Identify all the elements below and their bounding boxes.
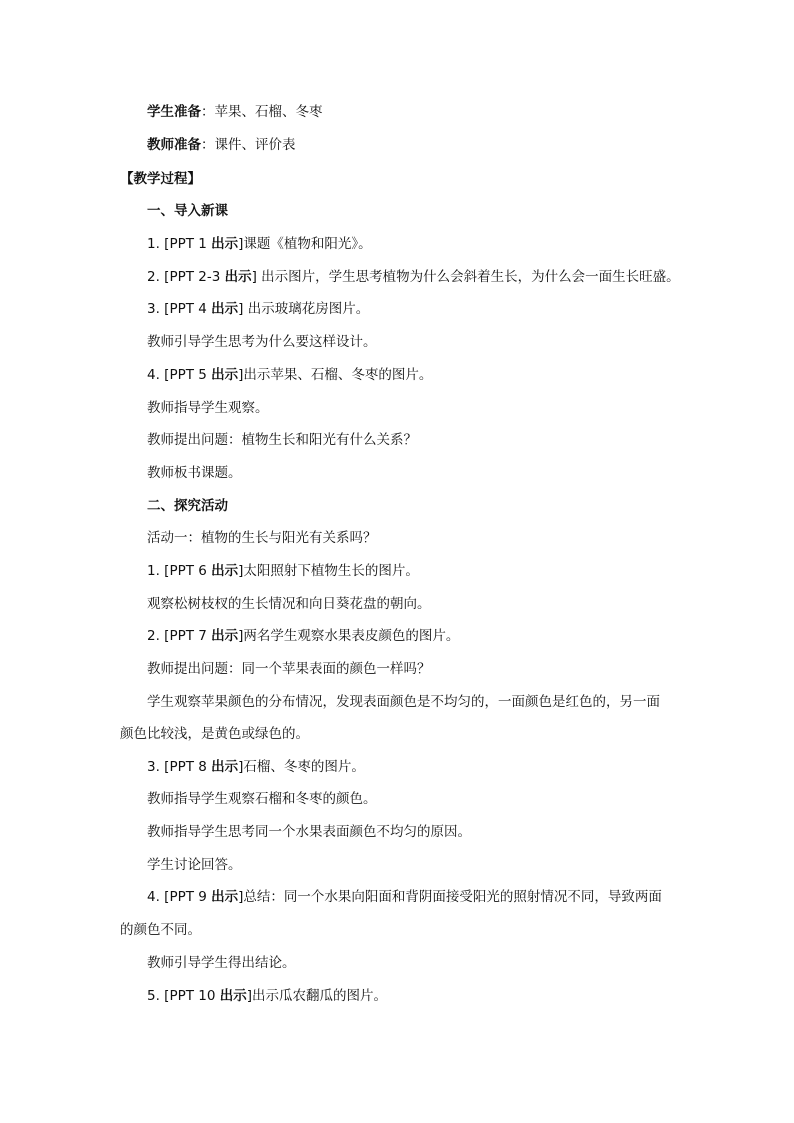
section2-line-3: 观察松树枝杈的生长情况和向日葵花盘的朝向。 bbox=[147, 596, 431, 612]
section1-line-7: 教师提出问题：植物生长和阳光有什么关系？ bbox=[147, 432, 417, 448]
section2-line-11: 学生讨论回答。 bbox=[147, 857, 242, 873]
ppt-show-label: 出示 bbox=[211, 367, 239, 383]
ppt-show-label: 出示 bbox=[211, 889, 239, 905]
section1-line-3 bbox=[147, 300, 369, 318]
line-text: ] 出示图片，学生思考植物为什么会斜着生长，为什么会一面生长旺盛。 bbox=[251, 269, 680, 285]
section2-heading: 二、探究活动 bbox=[147, 498, 228, 514]
section2-line-6: 学生观察苹果颜色的分布情况，发现表面颜色是不均匀的，一面颜色是红色的，另一面 bbox=[147, 694, 660, 710]
teacher-prep-line bbox=[147, 136, 296, 154]
ppt-show-label: 出示 bbox=[211, 628, 239, 644]
section2-line-15 bbox=[147, 987, 387, 1005]
line-text: ]石榴、冬枣的图片。 bbox=[238, 759, 365, 775]
section1-line-8: 教师板书课题。 bbox=[147, 465, 242, 481]
ppt-show-label: 出示 bbox=[211, 759, 239, 775]
process-heading: 【教学过程】 bbox=[120, 171, 201, 187]
section2-line-14: 教师引导学生得出结论。 bbox=[147, 955, 296, 971]
student-prep-label: 学生准备 bbox=[147, 104, 201, 120]
section1-line-4: 教师引导学生思考为什么要这样设计。 bbox=[147, 334, 377, 350]
student-prep-line bbox=[147, 103, 323, 121]
ppt-show-label: 出示 bbox=[224, 269, 252, 285]
section2-line-8 bbox=[147, 758, 365, 776]
section2-line-2 bbox=[147, 562, 419, 580]
section2-line-13: 的颜色不同。 bbox=[120, 922, 201, 938]
student-prep-text: ：苹果、石榴、冬枣 bbox=[201, 104, 323, 120]
ppt-show-label: 出示 bbox=[219, 988, 247, 1004]
ppt-ref: 1. [PPT 6 bbox=[147, 563, 212, 579]
section1-heading: 一、导入新课 bbox=[147, 203, 228, 219]
ppt-ref: 2. [PPT 2-3 bbox=[147, 269, 225, 285]
section2-line-5: 教师提出问题：同一个苹果表面的颜色一样吗？ bbox=[147, 661, 431, 677]
section1-line-5 bbox=[147, 366, 432, 384]
line-text: ]总结：同一个水果向阳面和背阴面接受阳光的照射情况不同，导致两面 bbox=[238, 889, 662, 905]
ppt-ref: 1. [PPT 1 bbox=[147, 236, 212, 252]
ppt-ref: 5. [PPT 10 bbox=[147, 988, 220, 1004]
section1-line-1 bbox=[147, 235, 372, 253]
section2-line-7: 颜色比较浅，是黄色或绿色的。 bbox=[120, 726, 309, 742]
section2-line-9: 教师指导学生观察石榴和冬枣的颜色。 bbox=[147, 791, 377, 807]
ppt-ref: 3. [PPT 8 bbox=[147, 759, 212, 775]
ppt-show-label: 出示 bbox=[211, 563, 239, 579]
line-text: ]太阳照射下植物生长的图片。 bbox=[238, 563, 419, 579]
ppt-ref: 4. [PPT 5 bbox=[147, 367, 212, 383]
line-text: ]两名学生观察水果表皮颜色的图片。 bbox=[238, 628, 460, 644]
section1-line-2 bbox=[147, 268, 680, 286]
ppt-ref: 2. [PPT 7 bbox=[147, 628, 212, 644]
section2-line-10: 教师指导学生思考同一个水果表面颜色不均匀的原因。 bbox=[147, 824, 471, 840]
line-text: ]出示苹果、石榴、冬枣的图片。 bbox=[238, 367, 433, 383]
ppt-show-label: 出示 bbox=[211, 301, 239, 317]
line-text: ]出示瓜农翻瓜的图片。 bbox=[246, 988, 388, 1004]
ppt-show-label: 出示 bbox=[211, 236, 239, 252]
ppt-ref: 3. [PPT 4 bbox=[147, 301, 212, 317]
line-text: ] 出示玻璃花房图片。 bbox=[238, 301, 370, 317]
ppt-ref: 4. [PPT 9 bbox=[147, 889, 212, 905]
section1-line-6: 教师指导学生观察。 bbox=[147, 400, 269, 416]
teacher-prep-text: ：课件、评价表 bbox=[201, 137, 296, 153]
line-text: ]课题《植物和阳光》。 bbox=[238, 236, 372, 252]
section2-line-4 bbox=[147, 627, 459, 645]
section2-line-12 bbox=[147, 888, 662, 906]
section2-line-1: 活动一：植物的生长与阳光有关系吗？ bbox=[147, 530, 377, 546]
teacher-prep-label: 教师准备 bbox=[147, 137, 201, 153]
